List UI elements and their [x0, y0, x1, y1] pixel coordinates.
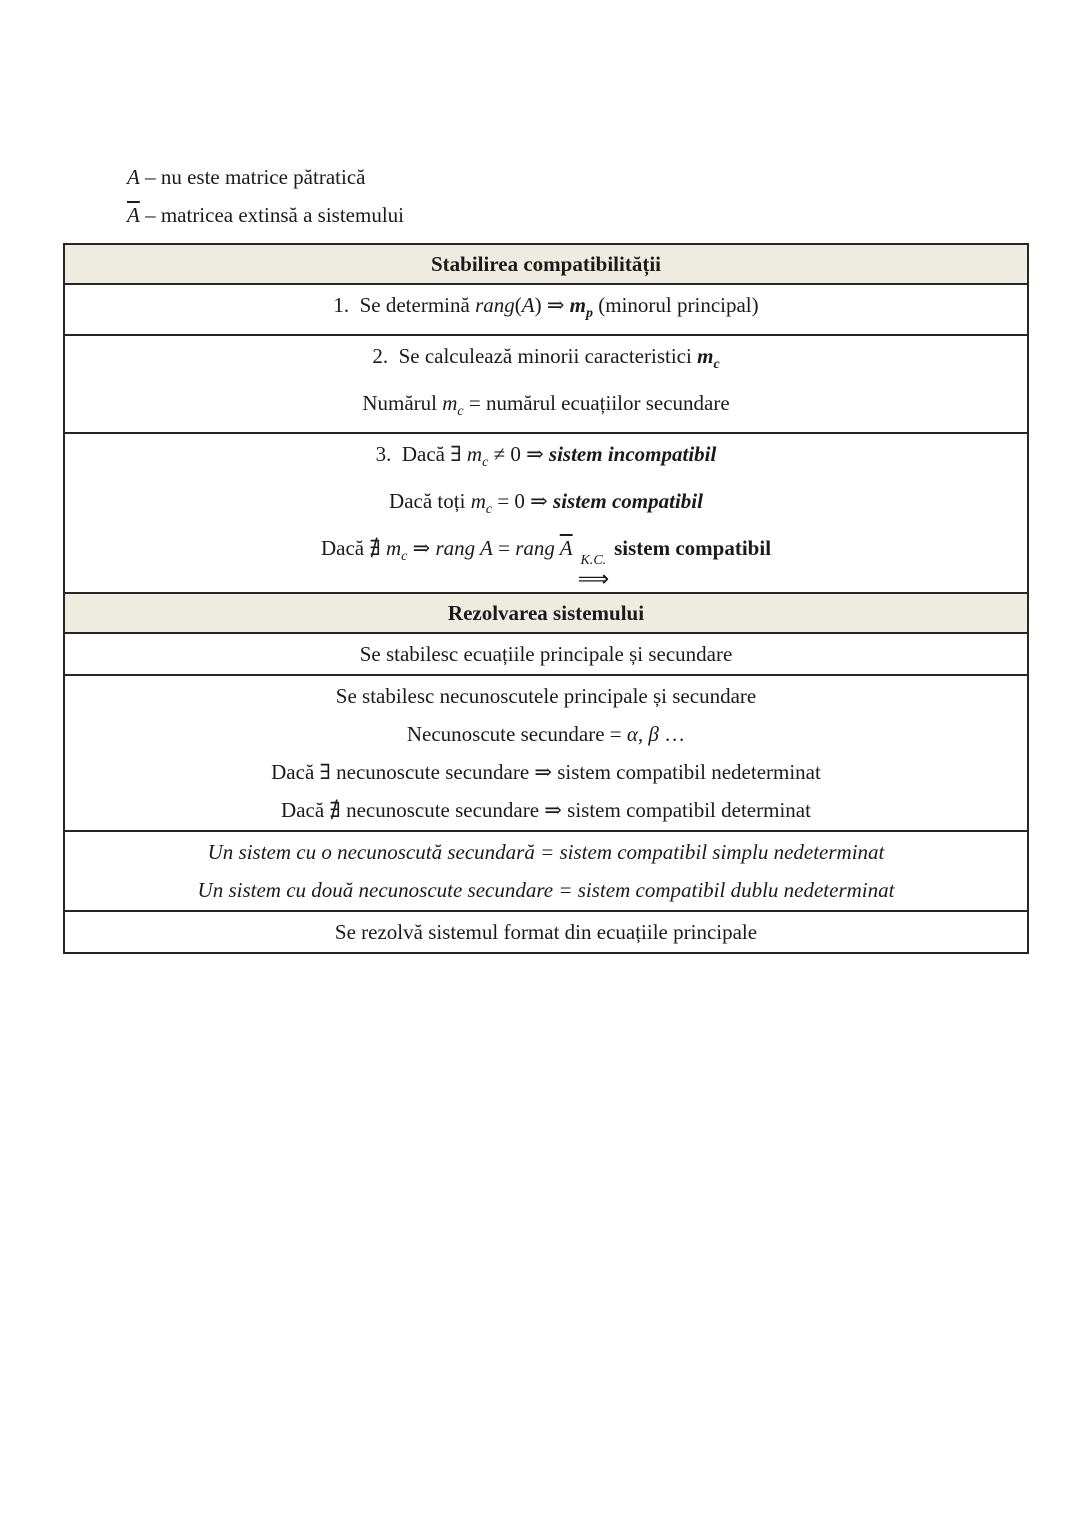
table-row	[65, 632, 1027, 674]
text-segment: =	[492, 536, 516, 560]
text-segment: Rezolvarea sistemului	[447, 601, 645, 625]
text-segment: Necunoscute secundare =	[406, 722, 627, 746]
long-implies-arrow-icon: ⟹	[577, 567, 610, 592]
text-segment: c	[713, 357, 720, 372]
text-segment: rang	[475, 293, 515, 317]
text-segment: Un sistem cu două necunoscute secundare = sistem compatibil dublu nedeterminat	[197, 878, 895, 902]
text-segment: = 0 ⇒	[492, 489, 554, 513]
text-segment: Se stabilesc ecuațiile principale și secundare	[359, 642, 733, 666]
text-segment: rang	[515, 536, 560, 560]
text-segment: m	[569, 293, 587, 317]
table-line	[65, 753, 1027, 791]
text-segment: sistem compatibil	[614, 536, 772, 560]
text-segment: sistem incompatibil	[548, 442, 717, 466]
matrix-a-bar-symbol: $\overline{A}$	[127, 203, 140, 227]
table-line	[65, 715, 1027, 753]
text-segment: m	[697, 344, 714, 368]
table-line	[65, 871, 1027, 909]
text-segment: Dacă ∃ necunoscute secundare ⇒ sistem compatibil nedeterminat	[271, 760, 821, 784]
text-segment: ) ⇒	[534, 293, 570, 317]
text-segment: Numărul	[362, 391, 443, 415]
text-segment: c	[401, 549, 408, 564]
text-segment: ≠ 0 ⇒	[488, 442, 549, 466]
table-line	[65, 913, 1027, 951]
text-segment: c	[482, 455, 489, 470]
table-section-header	[65, 592, 1027, 632]
text-segment: m	[466, 442, 483, 466]
definition-text: – nu este matrice pătratică	[139, 165, 366, 189]
text-segment: 1. Se determină	[333, 293, 476, 317]
kc-implies-arrow	[578, 554, 610, 591]
table-row	[65, 674, 1027, 830]
table-line	[65, 595, 1027, 631]
text-segment: 2. Se calculează minorii caracteristici	[372, 344, 698, 368]
table-line	[65, 435, 1027, 482]
kc-label: K.C.	[580, 553, 607, 568]
text-segment: $\overline{A}$	[559, 536, 573, 560]
intro-definitions	[127, 158, 404, 234]
text-segment: Se rezolvă sistemul format din ecuațiile principale	[334, 920, 758, 944]
text-segment: m	[442, 391, 458, 415]
table-line	[65, 286, 1027, 333]
text-segment: p	[586, 306, 594, 321]
table-line	[65, 246, 1027, 282]
definition-text: – matricea extinsă a sistemului	[139, 203, 404, 227]
text-segment: Se stabilesc necunoscutele principale și secundare	[335, 684, 757, 708]
system-compatibility-table	[63, 243, 1029, 954]
table-row	[65, 283, 1027, 334]
definition-line-a	[127, 158, 404, 196]
text-segment: ⇒	[407, 536, 436, 560]
table-line	[65, 529, 1027, 591]
table-row	[65, 830, 1027, 910]
text-segment: (	[514, 293, 522, 317]
table-line	[65, 791, 1027, 829]
table-section-header	[65, 245, 1027, 283]
text-segment: (minorul principal)	[593, 293, 759, 317]
text-segment: Dacă ∄ necunoscute secundare ⇒ sistem compatibil determinat	[281, 798, 811, 822]
table-line	[65, 635, 1027, 673]
matrix-a-symbol: A	[127, 165, 140, 189]
table-row	[65, 334, 1027, 432]
text-segment: c	[457, 404, 464, 419]
text-segment: c	[485, 502, 493, 517]
table-line	[65, 337, 1027, 384]
table-line	[65, 677, 1027, 715]
text-segment: 3. Dacă ∃	[375, 442, 467, 466]
text-segment: Dacă ∄	[320, 536, 386, 560]
text-segment: = numărul ecuațiilor secundare	[463, 391, 730, 415]
table-line	[65, 833, 1027, 871]
table-line	[65, 384, 1027, 431]
table-row	[65, 432, 1027, 592]
table-line	[65, 482, 1027, 529]
text-segment: m	[385, 536, 402, 560]
text-segment: …	[658, 722, 686, 746]
table-row	[65, 910, 1027, 952]
text-segment: A	[521, 293, 535, 317]
definition-line-a-bar	[127, 196, 404, 234]
text-segment: rang A	[435, 536, 493, 560]
text-segment: Dacă toți	[389, 489, 471, 513]
text-segment: Un sistem cu o necunoscută secundară = sistem compatibil simplu nedeterminat	[207, 840, 885, 864]
text-segment: m	[470, 489, 486, 513]
text-segment: Stabilirea compatibilității	[430, 252, 662, 276]
text-segment: sistem compatibil	[553, 489, 703, 513]
text-segment: α, β	[626, 722, 659, 746]
